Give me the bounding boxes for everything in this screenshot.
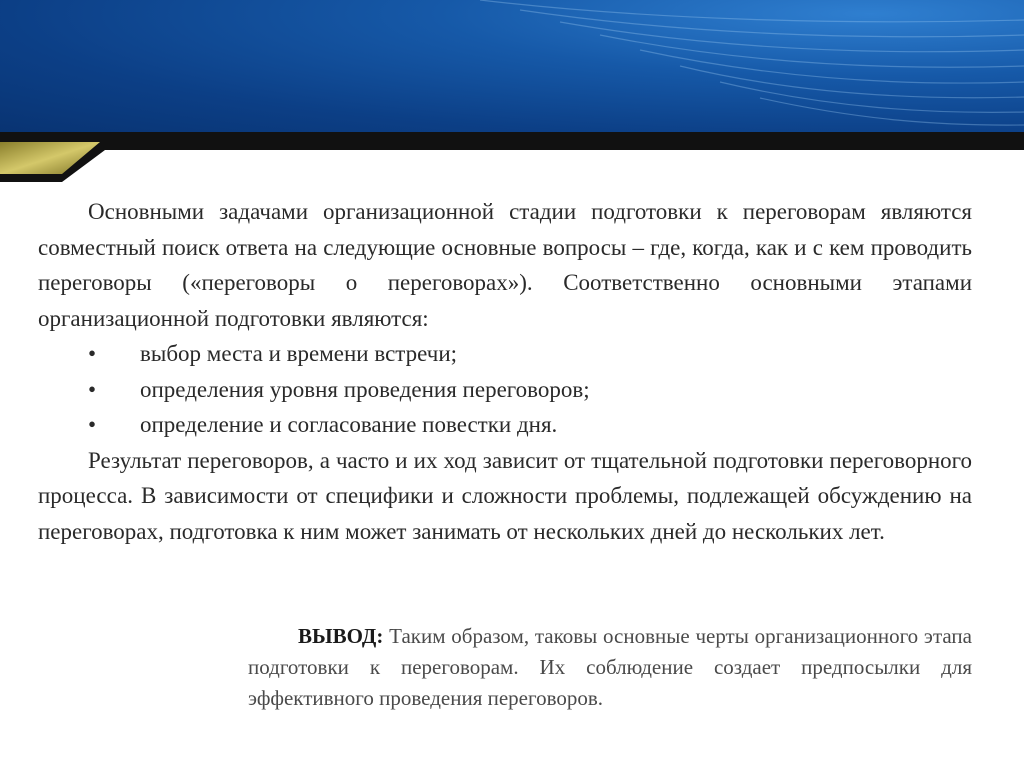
list-item xyxy=(38,407,972,443)
paragraph-result: Результат переговоров, а часто и их ход зависит от тщательной подготовки переговорного процесса. В зависимости от специфики и сложности проблемы, подлежащей обсуждению на переговорах, подготовка к ним может занимать от нескольких дней до нескольких лет. xyxy=(38,447,972,544)
header-banner xyxy=(0,0,1024,140)
list-item-text: выбор места и времени встречи; xyxy=(140,341,458,366)
list-item xyxy=(38,336,972,372)
list-item-text: определения уровня проведения переговоров; xyxy=(140,376,590,402)
list-item-text: определение и согласование повестки дня. xyxy=(140,412,558,437)
conclusion-text: Таким образом, таковы основные черты организационного этапа подготовки к переговорам. Их соблюдение создает предпосылки для эффективного проведения переговоров. xyxy=(248,624,972,710)
conclusion-block xyxy=(248,621,972,714)
stages-list xyxy=(38,336,972,443)
bullet-marker: • xyxy=(88,341,97,366)
list-item xyxy=(38,372,972,408)
paragraph-tasks: Основными задачами организационной стадии подготовки к переговорам являются совместный поиск ответа на следующие основные вопросы – где, когда, как и с кем проводить переговоры («переговоры о переговорах»). Соответственно основными этапами организационной подготовки являются: xyxy=(38,199,972,331)
banner-wave-lines xyxy=(0,0,1024,140)
bullet-marker: • xyxy=(88,376,97,402)
bullet-marker: • xyxy=(88,412,97,437)
header-stripe xyxy=(0,132,1024,182)
main-text xyxy=(38,194,972,549)
conclusion-label: ВЫВОД: xyxy=(298,624,384,648)
